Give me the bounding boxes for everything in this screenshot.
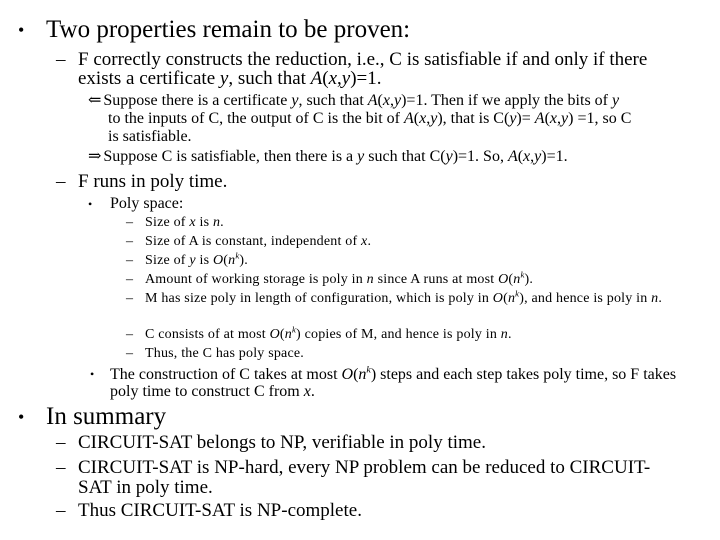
item-size-a-text: Size of A is constant, independent of x. bbox=[145, 234, 372, 249]
subitem-text-line2: exists a certificate y, such that A(x,y)=1. bbox=[78, 68, 382, 89]
implies-left-icon: ⇐ bbox=[88, 92, 102, 109]
dash-mark: – bbox=[126, 215, 134, 230]
bullet-dot: • bbox=[18, 407, 25, 427]
bullet-construction bbox=[90, 366, 700, 400]
item-size-y-text: Size of y is $O(n^k)$. bbox=[145, 250, 248, 268]
dash-mark: – bbox=[56, 500, 66, 521]
dash-mark: – bbox=[56, 49, 66, 70]
item-c-poly-space-text: Thus, the C has poly space. bbox=[145, 346, 304, 361]
item-size-x bbox=[126, 213, 224, 232]
bullet-in-summary bbox=[18, 403, 166, 431]
implies-right-icon: ⇒ bbox=[88, 148, 102, 165]
item-c-copies bbox=[126, 325, 512, 344]
dash-mark: – bbox=[126, 327, 134, 342]
implication-if-text: ⇐ Suppose there is a certificate y, such that A(x,y)=1. Then if we apply the bits of y to the inputs of C, the output of C is the bit of A(x,y), that is C(y)= A(x,y) =1, so C is satisfiable. bbox=[88, 92, 632, 145]
construction-text: The construction of C takes at most $O(n^k)$ steps and each step takes poly time, so F takes poly time to construct C from x. bbox=[110, 364, 677, 400]
subitem-poly-time bbox=[56, 172, 227, 192]
bullet-poly-space bbox=[88, 195, 183, 213]
item-c-copies-text: C consists of at most $O(n^k)$ copies of M, and hence is poly in n. bbox=[145, 324, 512, 342]
implication-if bbox=[88, 92, 700, 146]
bullet-dot: • bbox=[88, 197, 93, 211]
poly-space-label: Poly space: bbox=[110, 195, 184, 212]
subitem-correct-reduction bbox=[56, 50, 647, 70]
dash-mark: – bbox=[56, 457, 66, 478]
dash-mark: – bbox=[126, 346, 134, 361]
bullet-two-properties bbox=[18, 16, 410, 44]
summary-item-np-complete bbox=[56, 501, 362, 521]
summary-item-np-hard bbox=[56, 458, 696, 498]
item-working-storage-text: Amount of working storage is poly in n since A runs at most $O(n^k)$. bbox=[145, 269, 534, 287]
item-m-size-text: M has size poly in length of configuration, which is poly in $O(n^k)$, and hence is poly in n. bbox=[145, 288, 663, 306]
dash-mark: – bbox=[126, 234, 134, 249]
subitem-text-line1: F correctly constructs the reduction, i.e., C is satisfiable if and only if there bbox=[78, 49, 648, 70]
item-m-size bbox=[126, 289, 700, 308]
dash-mark: – bbox=[126, 291, 134, 306]
summary-item-np-complete-text: Thus CIRCUIT-SAT is NP-complete. bbox=[78, 500, 362, 521]
summary-item-np bbox=[56, 433, 486, 453]
bullet-dot: • bbox=[90, 367, 95, 381]
item-size-y bbox=[126, 251, 248, 270]
heading-two-properties: Two properties remain to be proven: bbox=[46, 16, 411, 43]
bullet-dot: • bbox=[18, 20, 25, 40]
item-c-poly-space bbox=[126, 344, 304, 363]
subitem-correct-reduction-cont bbox=[78, 69, 382, 89]
dash-mark: – bbox=[126, 253, 134, 268]
summary-item-np-hard-text: CIRCUIT-SAT is NP-hard, every NP problem can be reduced to CIRCUIT- SAT in poly time. bbox=[78, 457, 651, 498]
dash-mark: – bbox=[56, 171, 66, 192]
dash-mark: – bbox=[126, 272, 134, 287]
implication-only-if-text: ⇒ Suppose C is satisfiable, then there is a y such that C(y)=1. So, A(x,y)=1. bbox=[88, 148, 568, 165]
implication-only-if bbox=[88, 148, 700, 166]
item-size-x-text: Size of x is n. bbox=[145, 215, 224, 230]
summary-item-np-text: CIRCUIT-SAT belongs to NP, verifiable in poly time. bbox=[78, 432, 486, 453]
subitem-poly-time-text: F runs in poly time. bbox=[78, 171, 228, 192]
heading-in-summary: In summary bbox=[46, 403, 167, 430]
item-working-storage bbox=[126, 270, 533, 289]
dash-mark: – bbox=[56, 432, 66, 453]
item-size-a bbox=[126, 232, 371, 251]
